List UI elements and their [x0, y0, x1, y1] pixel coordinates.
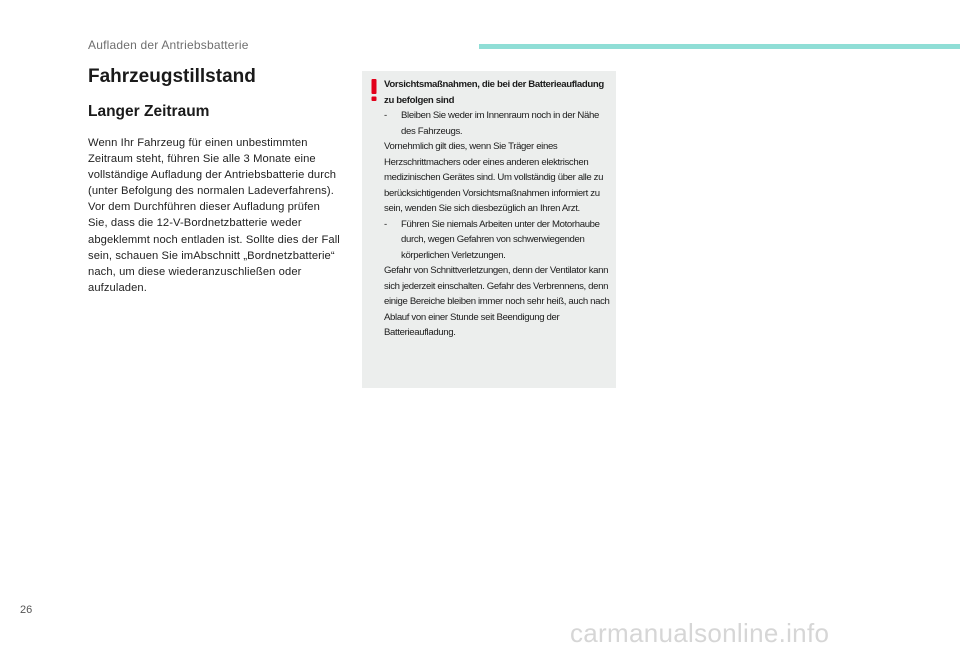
subsection-title: Langer Zeitraum: [88, 103, 210, 120]
warning-content: [384, 77, 612, 341]
warning-paragraph: Gefahr von Schnittverletzungen, denn der Ventilator kann sich jederzeit einschalten. Gefahr des Verbrennens, denn einige Bereiche bleiben immer noch sehr heiß, auch nach Ablauf von einer Stunde seit Beendigung der Batterieaufladung.: [384, 265, 610, 338]
list-dash: -: [384, 218, 387, 230]
exclamation-icon: [369, 79, 379, 101]
section-title: Fahrzeugstillstand: [88, 66, 256, 87]
warning-item-text: Bleiben Sie weder im Innenraum noch in der Nähe des Fahrzeugs.: [401, 110, 599, 137]
body-paragraph: Wenn Ihr Fahrzeug für einen unbestimmten Zeitraum steht, führen Sie alle 3 Monate eine vollständige Aufladung der Antriebsbatterie durch (unter Befolgung des normalen Ladeverfahrens). Vor dem Durchführen dieser Aufladung prüfen Sie, dass die 12-V-Bordnetzbatterie weder abgeklemmt noch entladen ist. Sollte dies der Fall sein, schauen Sie imAbschnitt „Bordnetzbatterie“ nach, um diese wiederanzuschließen oder aufzuladen.: [88, 137, 340, 294]
warning-paragraph: Vornehmlich gilt dies, wenn Sie Träger eines Herzschrittmachers oder eines anderen elektrischen medizinischen Gerätes sind. Um vollständig über alle zu berücksichtigenden Vorsichtsmaßnahmen informiert zu sein, wenden Sie sich diesbezüglich an Ihren Arzt.: [384, 141, 604, 214]
running-header: Aufladen der Antriebsbatterie: [88, 38, 249, 52]
watermark: carmanualsonline.info: [570, 618, 830, 648]
header-accent-bar: [479, 44, 960, 49]
page-number: 26: [20, 604, 33, 616]
warning-heading: Vorsichtsmaßnahmen, die bei der Batterieaufladung zu befolgen sind: [384, 79, 604, 106]
warning-list-item: [384, 108, 612, 139]
warning-item-text: Führen Sie niemals Arbeiten unter der Motorhaube durch, wegen Gefahren von schwerwiegenden körperlichen Verletzungen.: [401, 218, 600, 261]
list-dash: -: [384, 110, 387, 121]
warning-list-item: [384, 217, 612, 264]
